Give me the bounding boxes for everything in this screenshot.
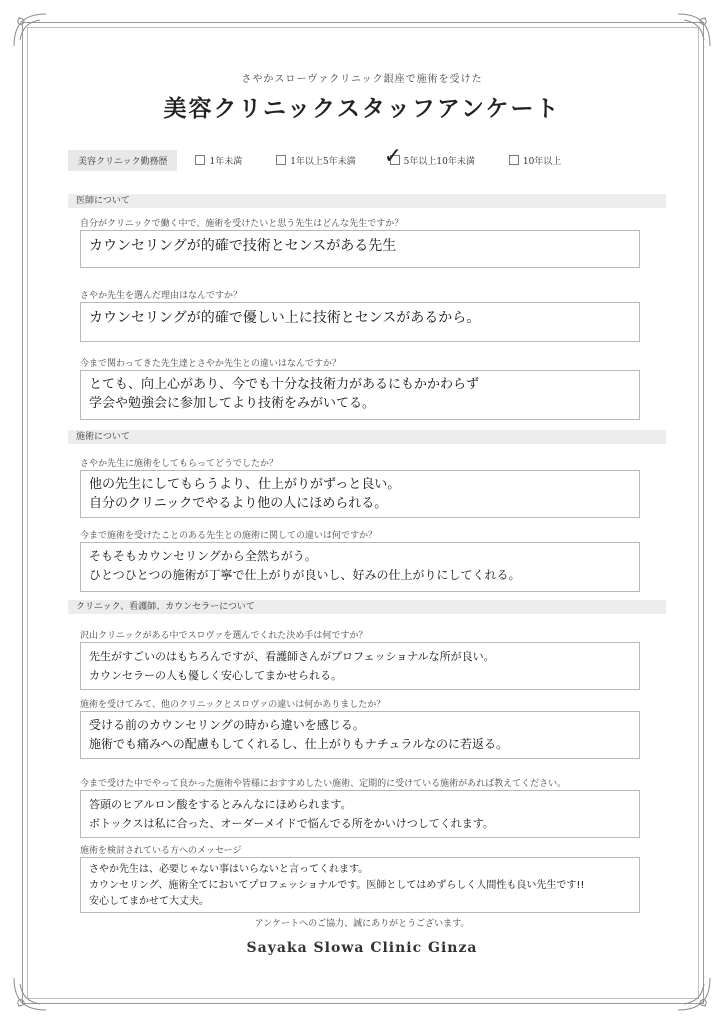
answer-box: 先生がすごいのはもちろんですが、看護師さんがプロフェッショナルな所が良い。 カウンセラーの人も優しく安心してまかせられる。 bbox=[80, 642, 640, 690]
section-header-treatment: 施術について bbox=[68, 430, 666, 444]
checkbox-icon bbox=[276, 155, 286, 165]
tenure-row bbox=[68, 143, 658, 170]
answer-box: とても、向上心があり、今でも十分な技術力があるにもかかわらず 学会や勉強会に参加してより技術をみがいてる。 bbox=[80, 370, 640, 420]
checkbox-icon bbox=[509, 155, 519, 165]
question: さやか先生に施術をしてもらってどうでしたか？ bbox=[80, 459, 279, 469]
question: 今まで関わってきた先生達とさやか先生との違いはなんですか？ bbox=[80, 359, 341, 369]
ornament-icon bbox=[674, 10, 714, 50]
answer-box: カウンセリングが的確で技術とセンスがある先生 bbox=[80, 230, 640, 268]
tenure-option[interactable]: 1年以上5年未満 bbox=[276, 154, 355, 167]
clinic-brand: Sayaka Slowa Clinic Ginza bbox=[246, 940, 478, 956]
answer-box: そもそもカウンセリングから全然ちがう。 ひとつひとつの施術が丁寧で仕上がりが良いし、好みの仕上がりにしてくれる。 bbox=[80, 542, 640, 592]
question: 施術を受けてみて、他のクリニックとスロヴァの違いは何かありましたか？ bbox=[80, 700, 386, 710]
question: 自分がクリニックで働く中で、施術を受けたいと思う先生はどんな先生ですか？ bbox=[80, 219, 404, 229]
answer-box: 受ける前のカウンセリングの時から違いを感じる。 施術でも痛みへの配慮もしてくれるし、仕上がりもナチュラルなのに若返る。 bbox=[80, 711, 640, 759]
question: 今まで受けた中でやって良かった施術や皆様におすすめしたい施術、定期的に受けている施術があれば教えてください。 bbox=[80, 779, 567, 789]
ornament-icon bbox=[10, 974, 50, 1014]
answer-box: 他の先生にしてもらうより、仕上がりがずっと良い。 自分のクリニックでやるより他の人にほめられる。 bbox=[80, 470, 640, 518]
section-header-clinic: クリニック、看護師、カウンセラーについて bbox=[68, 600, 666, 614]
question: 沢山クリニックがある中でスロヴァを選んでくれた決め手は何ですか？ bbox=[80, 631, 368, 641]
document-subtitle: さやかスローヴァクリニック銀座で施術を受けた bbox=[241, 74, 483, 85]
answer-box: 答頭のヒアルロン酸をするとみんなにほめられます。 ボトックスは私に合った、オーダーメイドで悩んでる所をかいけつしてくれます。 bbox=[80, 790, 640, 838]
checkbox-icon bbox=[195, 155, 205, 165]
answer-box: カウンセリングが的確で優しい上に技術とセンスがあるから。 bbox=[80, 302, 640, 342]
tenure-option[interactable]: 10年以上 bbox=[509, 154, 561, 167]
question: 施術を検討されている方へのメッセージ bbox=[80, 846, 242, 856]
ornament-icon bbox=[10, 10, 50, 50]
document-title: 美容クリニックスタッフアンケート bbox=[163, 95, 561, 122]
ornament-icon bbox=[674, 974, 714, 1014]
tenure-label: 美容クリニック勤務歴 bbox=[68, 150, 177, 171]
thank-you-message: アンケートへのご協力、誠にありがとうございます。 bbox=[254, 919, 470, 929]
checkmark-icon: ✓ bbox=[383, 143, 403, 169]
section-header-doctor: 医師について bbox=[68, 194, 666, 208]
question: 今まで施術を受けたことのある先生との施術に関しての違いは何ですか？ bbox=[80, 531, 378, 541]
tenure-option[interactable]: 1年未満 bbox=[195, 154, 242, 167]
question: さやか先生を選んだ理由はなんですか？ bbox=[80, 291, 243, 301]
tenure-option-selected[interactable]: ✓ 5年以上10年未満 bbox=[383, 143, 475, 169]
answer-box: さやか先生は、必要じゃない事はいらないと言ってくれます。 カウンセリング、施術全てにおいてプロフェッショナルです。医師としてはめずらしく人間性も良い先生です!! 安心してまかせて大丈夫。 bbox=[80, 857, 640, 913]
